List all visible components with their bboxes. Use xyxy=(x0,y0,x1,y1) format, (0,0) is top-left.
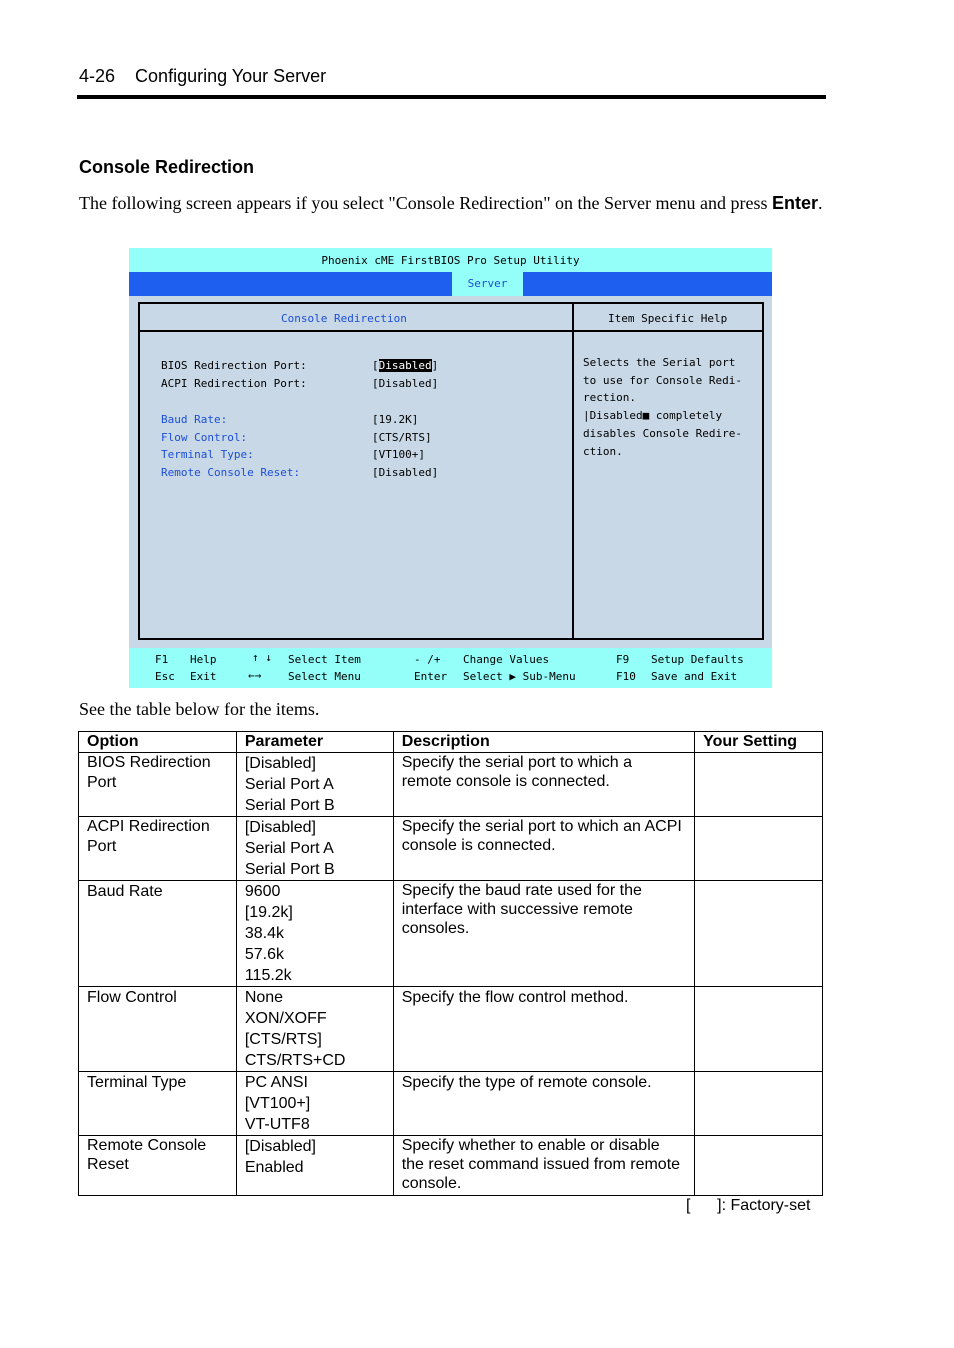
setting-value[interactable]: [Disabled] xyxy=(372,377,439,390)
param: [VT100+] xyxy=(244,1095,311,1112)
table-row xyxy=(79,881,823,987)
bios-setting-remote-console-reset[interactable] xyxy=(161,466,438,479)
description-cell: Specify the flow control method. xyxy=(393,987,694,1072)
bios-title-bar: Phoenix cME FirstBIOS Pro Setup Utility xyxy=(129,248,772,272)
param: [CTS/RTS] xyxy=(244,1031,322,1048)
param: 38.4k xyxy=(244,925,284,942)
table-header-row xyxy=(79,732,823,753)
setting-value[interactable]: [Disabled] xyxy=(372,466,439,479)
setting-label: Flow Control: xyxy=(161,431,248,444)
bios-footer xyxy=(129,648,772,688)
table-row xyxy=(79,817,823,881)
your-setting-cell[interactable] xyxy=(695,987,823,1072)
param: [19.2k] xyxy=(244,904,293,921)
param: None xyxy=(244,989,284,1006)
selected-value[interactable]: Disabled xyxy=(378,359,432,372)
setting-value[interactable]: [19.2K] xyxy=(372,413,419,426)
section-title: Console Redirection xyxy=(79,157,255,177)
table-row xyxy=(79,1072,823,1136)
table-row xyxy=(79,1136,823,1196)
bios-setting-terminal-type[interactable] xyxy=(161,448,425,461)
param: [Disabled] xyxy=(244,755,316,772)
help-label: Help xyxy=(190,653,217,666)
key-esc: Esc xyxy=(155,670,175,683)
param: Serial Port B xyxy=(244,797,335,814)
page-number: 4-26 xyxy=(79,66,116,86)
page-header xyxy=(79,66,326,87)
param: [Disabled] xyxy=(244,819,316,836)
option-cell: BIOS Redirection Port xyxy=(79,753,237,817)
chapter-title: Configuring Your Server xyxy=(135,66,327,86)
bios-setting-acpi-redirection[interactable] xyxy=(161,377,438,390)
table-row xyxy=(79,753,823,817)
parameter-cell xyxy=(236,1072,393,1136)
see-table-text: See the table below for the items. xyxy=(79,699,320,719)
option-cell: Remote Console Reset xyxy=(79,1136,237,1196)
param: XON/XOFF xyxy=(244,1010,327,1027)
param: CTS/RTS+CD xyxy=(244,1052,346,1069)
option-cell: Flow Control xyxy=(79,987,237,1072)
your-setting-cell[interactable] xyxy=(695,753,823,817)
table-row xyxy=(79,987,823,1072)
key-f9: F9 xyxy=(616,653,630,666)
option-cell: Terminal Type xyxy=(79,1072,237,1136)
key-minus-plus: - /+ xyxy=(414,653,441,666)
param: Enabled xyxy=(244,1159,304,1176)
option-cell: ACPI Redirection Port xyxy=(79,817,237,881)
parameter-cell xyxy=(236,987,393,1072)
key-f1: F1 xyxy=(155,653,169,666)
col-header-your-setting: Your Setting xyxy=(695,732,823,753)
intro-text: The following screen appears if you select "Console Redirection" on the Server menu and press xyxy=(79,193,768,213)
setting-value: [Disabled] xyxy=(372,359,439,372)
bios-panel-title: Console Redirection xyxy=(281,312,407,325)
up-down-arrows-icon: ↑ ↓ xyxy=(252,651,272,664)
select-menu-label: Select Menu xyxy=(288,670,361,683)
items-table xyxy=(78,731,823,1196)
param: 115.2k xyxy=(244,967,292,984)
param: 9600 xyxy=(244,883,281,900)
description-cell: Specify the type of remote console. xyxy=(393,1072,694,1136)
factory-set-note: [ ]: Factory-set xyxy=(686,1197,811,1214)
bios-menu-tab-server[interactable]: Server xyxy=(452,272,523,296)
param: [Disabled] xyxy=(244,1138,316,1155)
setting-label: ACPI Redirection Port: xyxy=(161,377,307,390)
description-cell: Specify the serial port to which an ACPI console is connected. xyxy=(393,817,694,881)
save-exit-label: Save and Exit xyxy=(651,670,738,683)
bios-header-divider xyxy=(140,330,762,332)
bios-help-title: Item Specific Help xyxy=(608,312,728,325)
option-cell: Baud Rate xyxy=(79,881,237,987)
exit-label: Exit xyxy=(190,670,217,683)
bios-help-text: Selects the Serial port to use for Console Redi- rection. |Disabled■ completely disables Console Redire- ction. xyxy=(583,356,742,458)
param: Serial Port B xyxy=(244,861,335,878)
setting-label: Baud Rate: xyxy=(161,413,228,426)
setting-label: Terminal Type: xyxy=(161,448,254,461)
your-setting-cell[interactable] xyxy=(695,1136,823,1196)
setting-value[interactable]: [CTS/RTS] xyxy=(372,431,432,444)
param: VT-UTF8 xyxy=(244,1116,310,1133)
intro-enter-key: Enter xyxy=(772,193,819,213)
your-setting-cell[interactable] xyxy=(695,817,823,881)
bios-setting-flow-control[interactable] xyxy=(161,431,432,444)
key-f10: F10 xyxy=(616,670,636,683)
param: 57.6k xyxy=(244,946,284,963)
parameter-cell xyxy=(236,1136,393,1196)
col-header-parameter: Parameter xyxy=(236,732,393,753)
parameter-cell xyxy=(236,817,393,881)
bios-screenshot xyxy=(129,248,772,688)
param: Serial Port A xyxy=(244,776,334,793)
select-submenu-label: Select ▶ Sub-Menu xyxy=(463,670,576,683)
setting-value[interactable]: [VT100+] xyxy=(372,448,425,461)
header-rule xyxy=(77,95,826,99)
col-header-description: Description xyxy=(393,732,694,753)
param: PC ANSI xyxy=(244,1074,308,1091)
bios-panel-divider xyxy=(572,302,574,640)
left-right-arrows-icon: ←→ xyxy=(248,669,262,682)
col-header-option: Option xyxy=(79,732,237,753)
setting-label: BIOS Redirection Port: xyxy=(161,359,307,372)
your-setting-cell[interactable] xyxy=(695,881,823,987)
select-item-label: Select Item xyxy=(288,653,361,666)
key-enter: Enter xyxy=(414,670,448,683)
param: Serial Port A xyxy=(244,840,334,857)
description-cell: Specify whether to enable or disable the reset command issued from remote console. xyxy=(393,1136,694,1196)
setup-defaults-label: Setup Defaults xyxy=(651,653,744,666)
description-cell: Specify the serial port to which a remote console is connected. xyxy=(393,753,694,817)
parameter-cell xyxy=(236,881,393,987)
intro-period: . xyxy=(818,193,823,213)
your-setting-cell[interactable] xyxy=(695,1072,823,1136)
intro-paragraph xyxy=(79,193,839,214)
change-values-label: Change Values xyxy=(463,653,550,666)
bios-setting-bios-redirection[interactable] xyxy=(161,359,438,372)
bios-menu-bar xyxy=(129,272,772,296)
setting-label: Remote Console Reset: xyxy=(161,466,301,479)
bios-setting-baud-rate[interactable] xyxy=(161,413,418,426)
description-cell: Specify the baud rate used for the interface with successive remote consoles. xyxy=(393,881,694,987)
parameter-cell xyxy=(236,753,393,817)
